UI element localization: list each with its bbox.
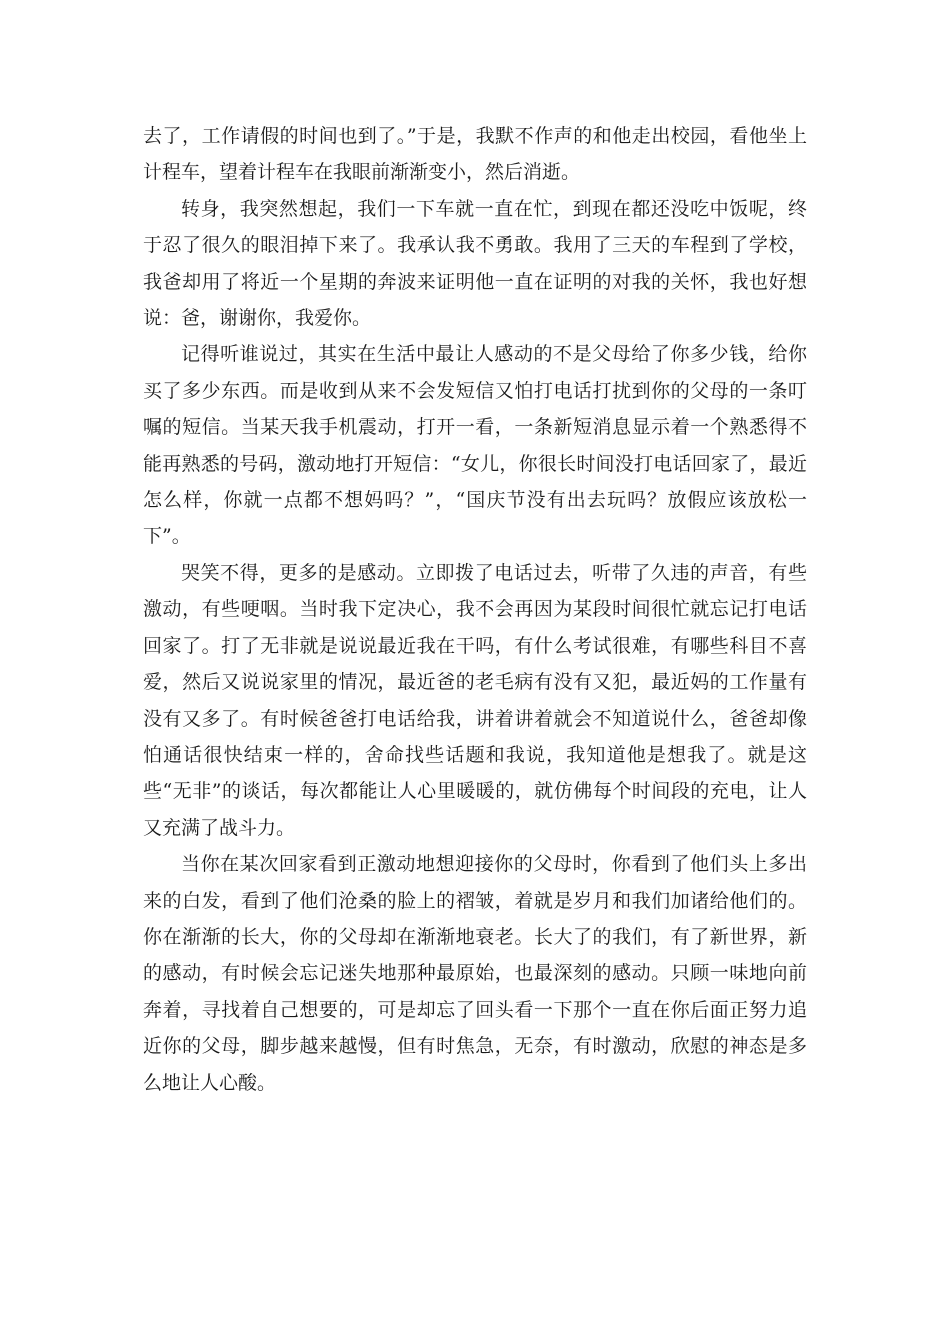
- paragraph-3: 记得听谁说过，其实在生活中最让人感动的不是父母给了你多少钱，给你买了多少东西。而是收到从来不会发短信又怕打电话打扰到你的父母的一条叮嘱的短信。当某天我手机震动，打开一看，一条新短消息显示着一个熟悉得不能再熟悉的号码，激动地打开短信：“女儿，你很长时间没打电话回家了，最近怎么样，你就一点都不想妈吗？”，“国庆节没有出去玩吗？放假应该放松一下”。: [143, 343, 807, 548]
- paragraph-5: 当你在某次回家看到正激动地想迎接你的父母时，你看到了他们头上多出来的白发，看到了他们沧桑的脸上的褶皱，着就是岁月和我们加诸给他们的。你在渐渐的长大，你的父母却在渐渐地衰老。长大了的我们，有了新世界，新的感动，有时候会忘记迷失地那种最原始，也最深刻的感动。只顾一味地向前奔着，寻找着自己想要的，可是却忘了回头看一下那个一直在你后面正努力追近你的父母，脚步越来越慢，但有时焦急，无奈，有时激动，欣慰的神态是多么地让人心酸。: [143, 853, 807, 1094]
- document-body: [143, 118, 807, 1101]
- paragraph-2: 转身，我突然想起，我们一下车就一直在忙，到现在都还没吃中饭呢，终于忍了很久的眼泪掉下来了。我承认我不勇敢。我用了三天的车程到了学校，我爸却用了将近一个星期的奔波来证明他一直在证明的对我的关怀，我也好想说：爸，谢谢你，我爱你。: [143, 197, 807, 330]
- paragraph-4: 哭笑不得，更多的是感动。立即拨了电话过去，听带了久违的声音，有些激动，有些哽咽。当时我下定决心，我不会再因为某段时间很忙就忘记打电话回家了。打了无非就是说说最近我在干吗，有什么考试很难，有哪些科目不喜爱，然后又说说家里的情况，最近爸的老毛病有没有又犯，最近妈的工作量有没有又多了。有时候爸爸打电话给我，讲着讲着就会不知道说什么，爸爸却像怕通话很快结束一样的，舍命找些话题和我说，我知道他是想我了。就是这些“无非”的谈话，每次都能让人心里暖暖的，就仿佛每个时间段的充电，让人又充满了战斗力。: [143, 561, 807, 839]
- paragraph-1: 去了，工作请假的时间也到了。”于是，我默不作声的和他走出校园，看他坐上计程车，望着计程车在我眼前渐渐变小，然后消逝。: [143, 125, 807, 184]
